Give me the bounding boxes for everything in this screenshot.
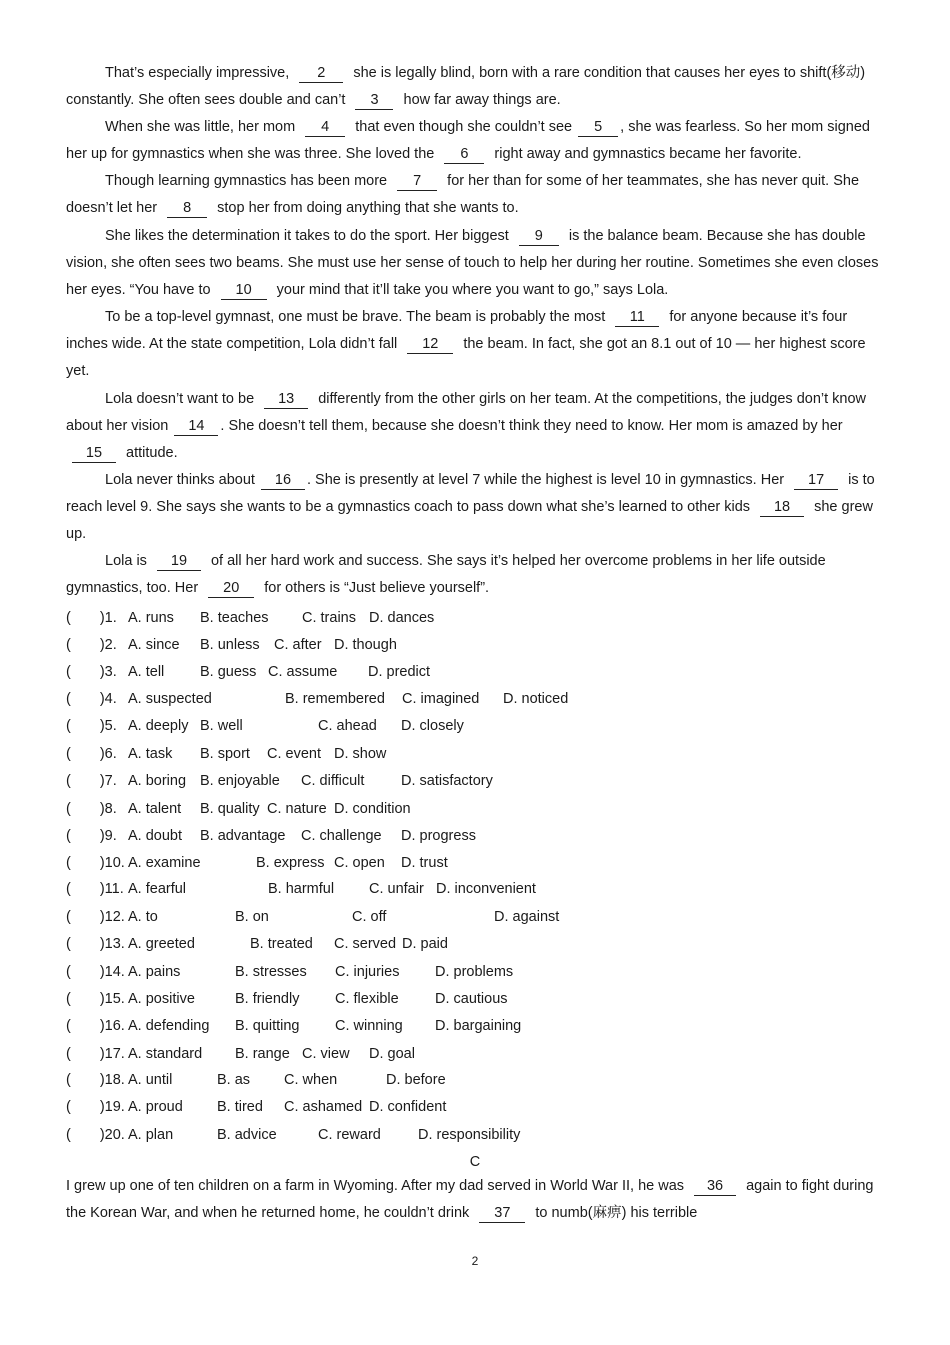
option-a: A. standard xyxy=(128,1046,203,1062)
text: how far away things are. xyxy=(403,92,561,108)
blank-4: 4 xyxy=(305,118,345,137)
text: of all her hard work and success. She says it’s helped her overcome problems in her life outside gymnastics, too. Her xyxy=(66,553,826,596)
question-number: ( )5. xyxy=(66,718,117,734)
option-b: B. as xyxy=(217,1072,251,1088)
question-number: ( )16. xyxy=(66,1018,125,1034)
option-c: C. injuries xyxy=(335,964,400,980)
option-d: D. progress xyxy=(401,828,476,844)
option-a: A. since xyxy=(128,637,180,653)
option-c: C. reward xyxy=(318,1127,381,1143)
text: When she was little, her mom xyxy=(105,119,296,135)
option-a: A. fearful xyxy=(128,881,187,897)
text: your mind that it’ll take you where you want to go,” says Lola. xyxy=(276,282,669,298)
text: differently from the other girls on her team. At the competitions, the judges don’t know about her vision xyxy=(66,391,867,434)
option-b: B. express xyxy=(256,855,325,871)
question-number: ( )11. xyxy=(66,881,124,897)
option-c: C. view xyxy=(302,1046,350,1062)
paragraph-8 xyxy=(66,548,884,602)
option-c: C. when xyxy=(284,1072,338,1088)
text: right away and gymnastics became her favorite. xyxy=(494,146,802,162)
text: for anyone because it’s four inches wide. At the state competition, Lola didn’t fall xyxy=(66,309,848,352)
blank-16: 16 xyxy=(261,471,305,490)
question-number: ( )15. xyxy=(66,991,125,1007)
option-a: A. boring xyxy=(128,773,187,789)
question-number: ( )9. xyxy=(66,828,117,844)
blank-11: 11 xyxy=(615,308,659,327)
text: . She is presently at level 7 while the highest is level 10 in gymnastics. Her xyxy=(306,472,785,488)
option-a: A. greeted xyxy=(128,936,195,952)
option-d: D. problems xyxy=(435,964,514,980)
option-d: D. bargaining xyxy=(435,1018,522,1034)
option-d: D. trust xyxy=(401,855,448,871)
text: to numb(麻痹) his terrible xyxy=(535,1205,698,1221)
text: for her than for some of her teammates, she has never quit. She doesn’t let her xyxy=(66,173,860,216)
option-a: A. plan xyxy=(128,1127,174,1143)
option-a: A. task xyxy=(128,746,173,762)
option-c: C. unfair xyxy=(369,881,424,897)
option-c: C. ashamed xyxy=(284,1099,363,1115)
option-b: B. advice xyxy=(217,1127,277,1143)
option-b: B. range xyxy=(235,1046,290,1062)
option-c: C. trains xyxy=(302,610,356,626)
option-d: D. show xyxy=(334,746,387,762)
option-a: A. proud xyxy=(128,1099,183,1115)
text: for others is “Just believe yourself”. xyxy=(264,580,490,596)
text: Lola is xyxy=(105,553,147,569)
option-b: B. remembered xyxy=(285,691,385,707)
question-number: ( )2. xyxy=(66,637,117,653)
text: she grew up. xyxy=(66,499,873,542)
text: That’s especially impressive, xyxy=(105,65,290,81)
option-b: B. advantage xyxy=(200,828,286,844)
option-c: C. imagined xyxy=(402,691,480,707)
option-d: D. responsibility xyxy=(418,1127,521,1143)
option-d: D. noticed xyxy=(503,691,569,707)
option-b: B. harmful xyxy=(268,881,335,897)
blank-7: 7 xyxy=(397,172,437,191)
option-a: A. pains xyxy=(128,964,181,980)
blank-19: 19 xyxy=(157,552,201,571)
option-b: B. teaches xyxy=(200,610,269,626)
text: Though learning gymnastics has been more xyxy=(105,173,388,189)
option-b: B. well xyxy=(200,718,243,734)
option-c: C. ahead xyxy=(318,718,377,734)
option-d: D. closely xyxy=(401,718,464,734)
blank-2: 2 xyxy=(299,64,343,83)
blank-5: 5 xyxy=(578,118,618,137)
paragraph-2 xyxy=(66,114,884,168)
question-number: ( )4. xyxy=(66,691,117,707)
question-number: ( )17. xyxy=(66,1046,125,1062)
option-b: B. quitting xyxy=(235,1018,300,1034)
text: the beam. In fact, she got an 8.1 out of 10 — her highest score yet. xyxy=(66,336,866,379)
option-b: B. quality xyxy=(200,801,260,817)
page-number: 2 xyxy=(471,1254,479,1268)
section-c-paragraph xyxy=(66,1173,884,1227)
blank-14: 14 xyxy=(174,417,218,436)
text: attitude. xyxy=(126,445,178,461)
question-number: ( )3. xyxy=(66,664,117,680)
blank-13: 13 xyxy=(264,390,308,409)
blank-36: 36 xyxy=(694,1177,736,1196)
option-d: D. confident xyxy=(369,1099,447,1115)
option-d: D. cautious xyxy=(435,991,508,1007)
text: To be a top-level gymnast, one must be brave. The beam is probably the most xyxy=(105,309,606,325)
option-c: C. winning xyxy=(335,1018,403,1034)
blank-6: 6 xyxy=(444,145,484,164)
option-b: B. guess xyxy=(200,664,257,680)
question-number: ( )14. xyxy=(66,964,125,980)
option-b: B. on xyxy=(235,909,269,925)
option-c: C. served xyxy=(334,936,397,952)
text: that even though she couldn’t see xyxy=(355,119,573,135)
blank-15: 15 xyxy=(72,444,116,463)
option-c: C. event xyxy=(267,746,321,762)
paragraph-1 xyxy=(66,60,884,114)
option-c: C. difficult xyxy=(301,773,365,789)
option-c: C. challenge xyxy=(301,828,382,844)
option-a: A. positive xyxy=(128,991,195,1007)
text: Lola doesn’t want to be xyxy=(105,391,255,407)
blank-20: 20 xyxy=(208,579,254,598)
blank-12: 12 xyxy=(407,335,453,354)
paragraph-6 xyxy=(66,386,884,467)
text: stop her from doing anything that she wants to. xyxy=(217,200,519,216)
question-number: ( )8. xyxy=(66,801,117,817)
option-a: A. defending xyxy=(128,1018,210,1034)
text: is to reach level 9. She says she wants to be a gymnastics coach to pass down what she’s learned to other kids xyxy=(66,472,875,515)
option-a: A. runs xyxy=(128,610,174,626)
option-b: B. friendly xyxy=(235,991,300,1007)
question-number: ( )18. xyxy=(66,1072,125,1088)
text: She likes the determination it takes to do the sport. Her biggest xyxy=(105,228,509,244)
option-c: C. flexible xyxy=(335,991,399,1007)
text: I grew up one of ten children on a farm in Wyoming. After my dad served in World War II, he was xyxy=(66,1178,685,1194)
option-d: D. condition xyxy=(334,801,411,817)
question-number: ( )19. xyxy=(66,1099,125,1115)
option-c: C. open xyxy=(334,855,385,871)
option-a: A. tell xyxy=(128,664,165,680)
blank-37: 37 xyxy=(479,1204,525,1223)
paragraph-3 xyxy=(66,168,884,222)
option-d: D. goal xyxy=(369,1046,415,1062)
option-a: A. until xyxy=(128,1072,173,1088)
option-d: D. against xyxy=(494,909,560,925)
option-d: D. inconvenient xyxy=(436,881,536,897)
option-d: D. satisfactory xyxy=(401,773,493,789)
option-d: D. though xyxy=(334,637,397,653)
blank-9: 9 xyxy=(519,227,559,246)
option-a: A. suspected xyxy=(128,691,212,707)
question-number: ( )6. xyxy=(66,746,117,762)
paragraph-5 xyxy=(66,304,884,385)
option-d: D. before xyxy=(386,1072,446,1088)
question-number: ( )13. xyxy=(66,936,125,952)
blank-18: 18 xyxy=(760,498,804,517)
section-heading-c: C xyxy=(469,1154,481,1170)
option-d: D. paid xyxy=(402,936,448,952)
option-b: B. tired xyxy=(217,1099,263,1115)
option-c: C. after xyxy=(274,637,322,653)
blank-10: 10 xyxy=(221,281,267,300)
option-b: B. enjoyable xyxy=(200,773,280,789)
paragraph-4 xyxy=(66,223,884,304)
question-number: ( )10. xyxy=(66,855,125,871)
option-a: A. to xyxy=(128,909,158,925)
option-a: A. deeply xyxy=(128,718,189,734)
option-d: D. dances xyxy=(369,610,435,626)
text: she is legally blind, born with a rare condition that causes her eyes to shift(移动) constantly. She often sees double and can’t xyxy=(66,65,866,108)
text: , she was fearless. So her mom signed her up for gymnastics when she was three. She loved the xyxy=(66,119,870,162)
blank-17: 17 xyxy=(794,471,838,490)
option-b: B. unless xyxy=(200,637,260,653)
question-number: ( )1. xyxy=(66,610,117,626)
option-c: C. assume xyxy=(268,664,338,680)
option-b: B. treated xyxy=(250,936,313,952)
option-b: B. stresses xyxy=(235,964,307,980)
option-a: A. examine xyxy=(128,855,201,871)
question-number: ( )20. xyxy=(66,1127,125,1143)
blank-8: 8 xyxy=(167,199,207,218)
option-b: B. sport xyxy=(200,746,250,762)
text: . She doesn’t tell them, because she doesn’t think they need to know. Her mom is amazed by her xyxy=(220,418,843,434)
option-c: C. off xyxy=(352,909,387,925)
option-a: A. doubt xyxy=(128,828,183,844)
question-number: ( )12. xyxy=(66,909,125,925)
text: Lola never thinks about xyxy=(105,472,255,488)
option-c: C. nature xyxy=(267,801,327,817)
blank-3: 3 xyxy=(355,91,393,110)
option-d: D. predict xyxy=(368,664,431,680)
paragraph-7 xyxy=(66,467,884,548)
question-number: ( )7. xyxy=(66,773,117,789)
text: is the balance beam. Because she has double vision, she often sees two beams. She must use her sense of touch to help her during her routine. Sometimes she even closes her eyes. “You have to xyxy=(66,228,879,298)
option-a: A. talent xyxy=(128,801,182,817)
text: again to fight during the Korean War, and when he returned home, he couldn’t drink xyxy=(66,1178,874,1221)
